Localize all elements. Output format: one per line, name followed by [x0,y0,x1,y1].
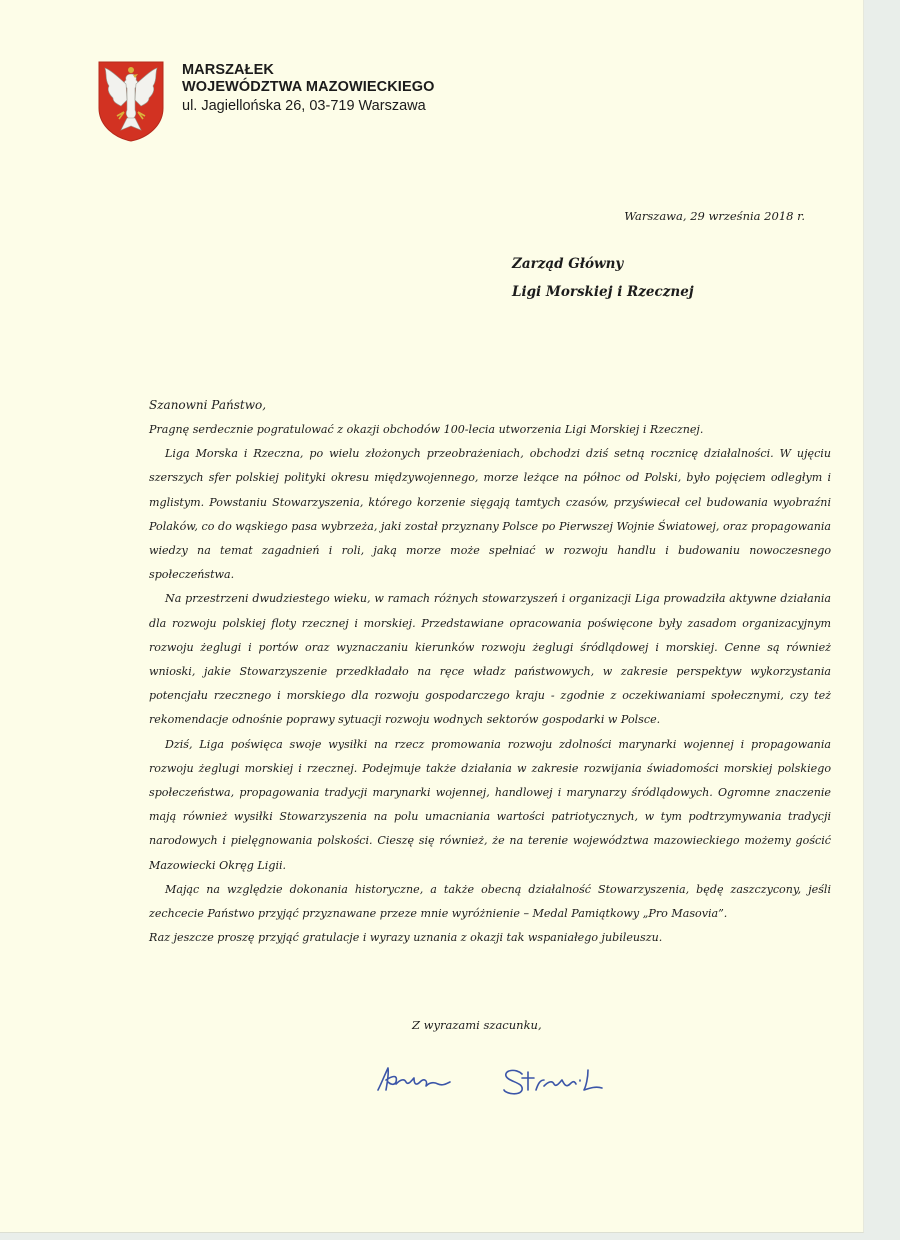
recipient-line-2: Ligi Morskiej i Rzecznej [512,284,694,300]
letter-body [149,418,831,950]
paragraph: Pragnę serdecznie pogratulować z okazji obchodów 100-lecia utworzenia Ligi Morskiej i Rzecznej. [149,423,704,436]
greeting: Szanowni Państwo, [149,398,267,412]
paragraph: Mając na względzie dokonania historyczne, a także obecną działalność Stowarzyszenia, będę zaszczycony, jeśli zechcecie Państwo przyjąć przyznawane przeze mnie wyróżnienie – Medal Pamiątkowy „Pro Masovia”. [149,882,831,921]
paragraph: Raz jeszcze proszę przyjąć gratulacje i wyrazy uznania z okazji tak wspaniałego jubileuszu. [149,931,663,945]
paragraph: Dziś, Liga poświęca swoje wysiłki na rzecz promowania rozwoju zdolności marynarki wojennej i propagowania rozwoju żeglugi morskiej i rzecznej. Podejmuje także działania w zakresie rozwijania świadomości morskiej polskiego społeczeństwa, propagowania tradycji marynarki wojennej, handlowej i marynarzy śródlądowych. Ogromne znaczenie mają również wysiłki Stowarzyszenia na polu umacniania wartości patriotycznych, w tym podtrzymywania tradycji narodowych i pielęgnowania polskości. Cieszę się również, że na terenie województwa mazowieckiego możemy gościć Mazowiecki Okręg Ligii. [149,737,831,872]
closing: Z wyrazami szacunku, [412,1018,542,1032]
letterhead [182,62,434,116]
paragraph: Na przestrzeni dwudziestego wieku, w ramach różnych stowarzyszeń i organizacji Liga prowadziła aktywne działania dla rozwoju polskiej floty rzecznej i morskiej. Przedstawiane opracowania poświęcone były zasadom organizacyjnym rozwoju żeglugi i portów oraz wyznaczaniu kierunków rozwoju żeglugi śródlądowej i morskiej. Cenne są również wnioski, jakie Stowarzyszenie przedkładało na ręce władz państwowych, w zakresie perspektyw wykorzystania potencjału rzecznego i morskiego dla rozwoju gospodarczego kraju - zgodnie z oczekiwaniami społecznymi, czy też rekomendacje odnośnie poprawy sytuacji rozwoju wodnych sektorów gospodarki w Polsce. [149,592,831,727]
signature-image [372,1060,622,1100]
date-line: Warszawa, 29 września 2018 r. [624,209,805,223]
coat-of-arms-icon [97,60,165,142]
paragraph: Liga Morska i Rzeczna, po wielu złożonych przeobrażeniach, obchodzi dziś setną rocznicę działalności. W ujęciu szerszych sfer polskiej polityki okresu międzywojennego, morze leżące na północ od Polski, było pojęciem odległym i mglistym. Powstaniu Stowarzyszenia, którego korzenie sięgają tamtych czasów, przyświecał cel budowania wyobraźni Polaków, co do wąskiego pasa wybrzeża, jaki został przyznany Polsce po Pierwszej Wojnie Światowej, oraz propagowania wiedzy na temat zagadnień i roli, jaką morze może spełniać w rozwoju handlu i budowaniu nowoczesnego społeczeństwa. [149,447,831,582]
letterhead-subtitle: WOJEWÓDZTWA MAZOWIECKIEGO [182,79,435,95]
recipient [512,250,694,306]
recipient-line-1: Zarząd Główny [512,256,624,272]
letterhead-address: ul. Jagiellońska 26, 03-719 Warszawa [182,98,426,114]
letterhead-title: MARSZAŁEK [182,62,274,78]
